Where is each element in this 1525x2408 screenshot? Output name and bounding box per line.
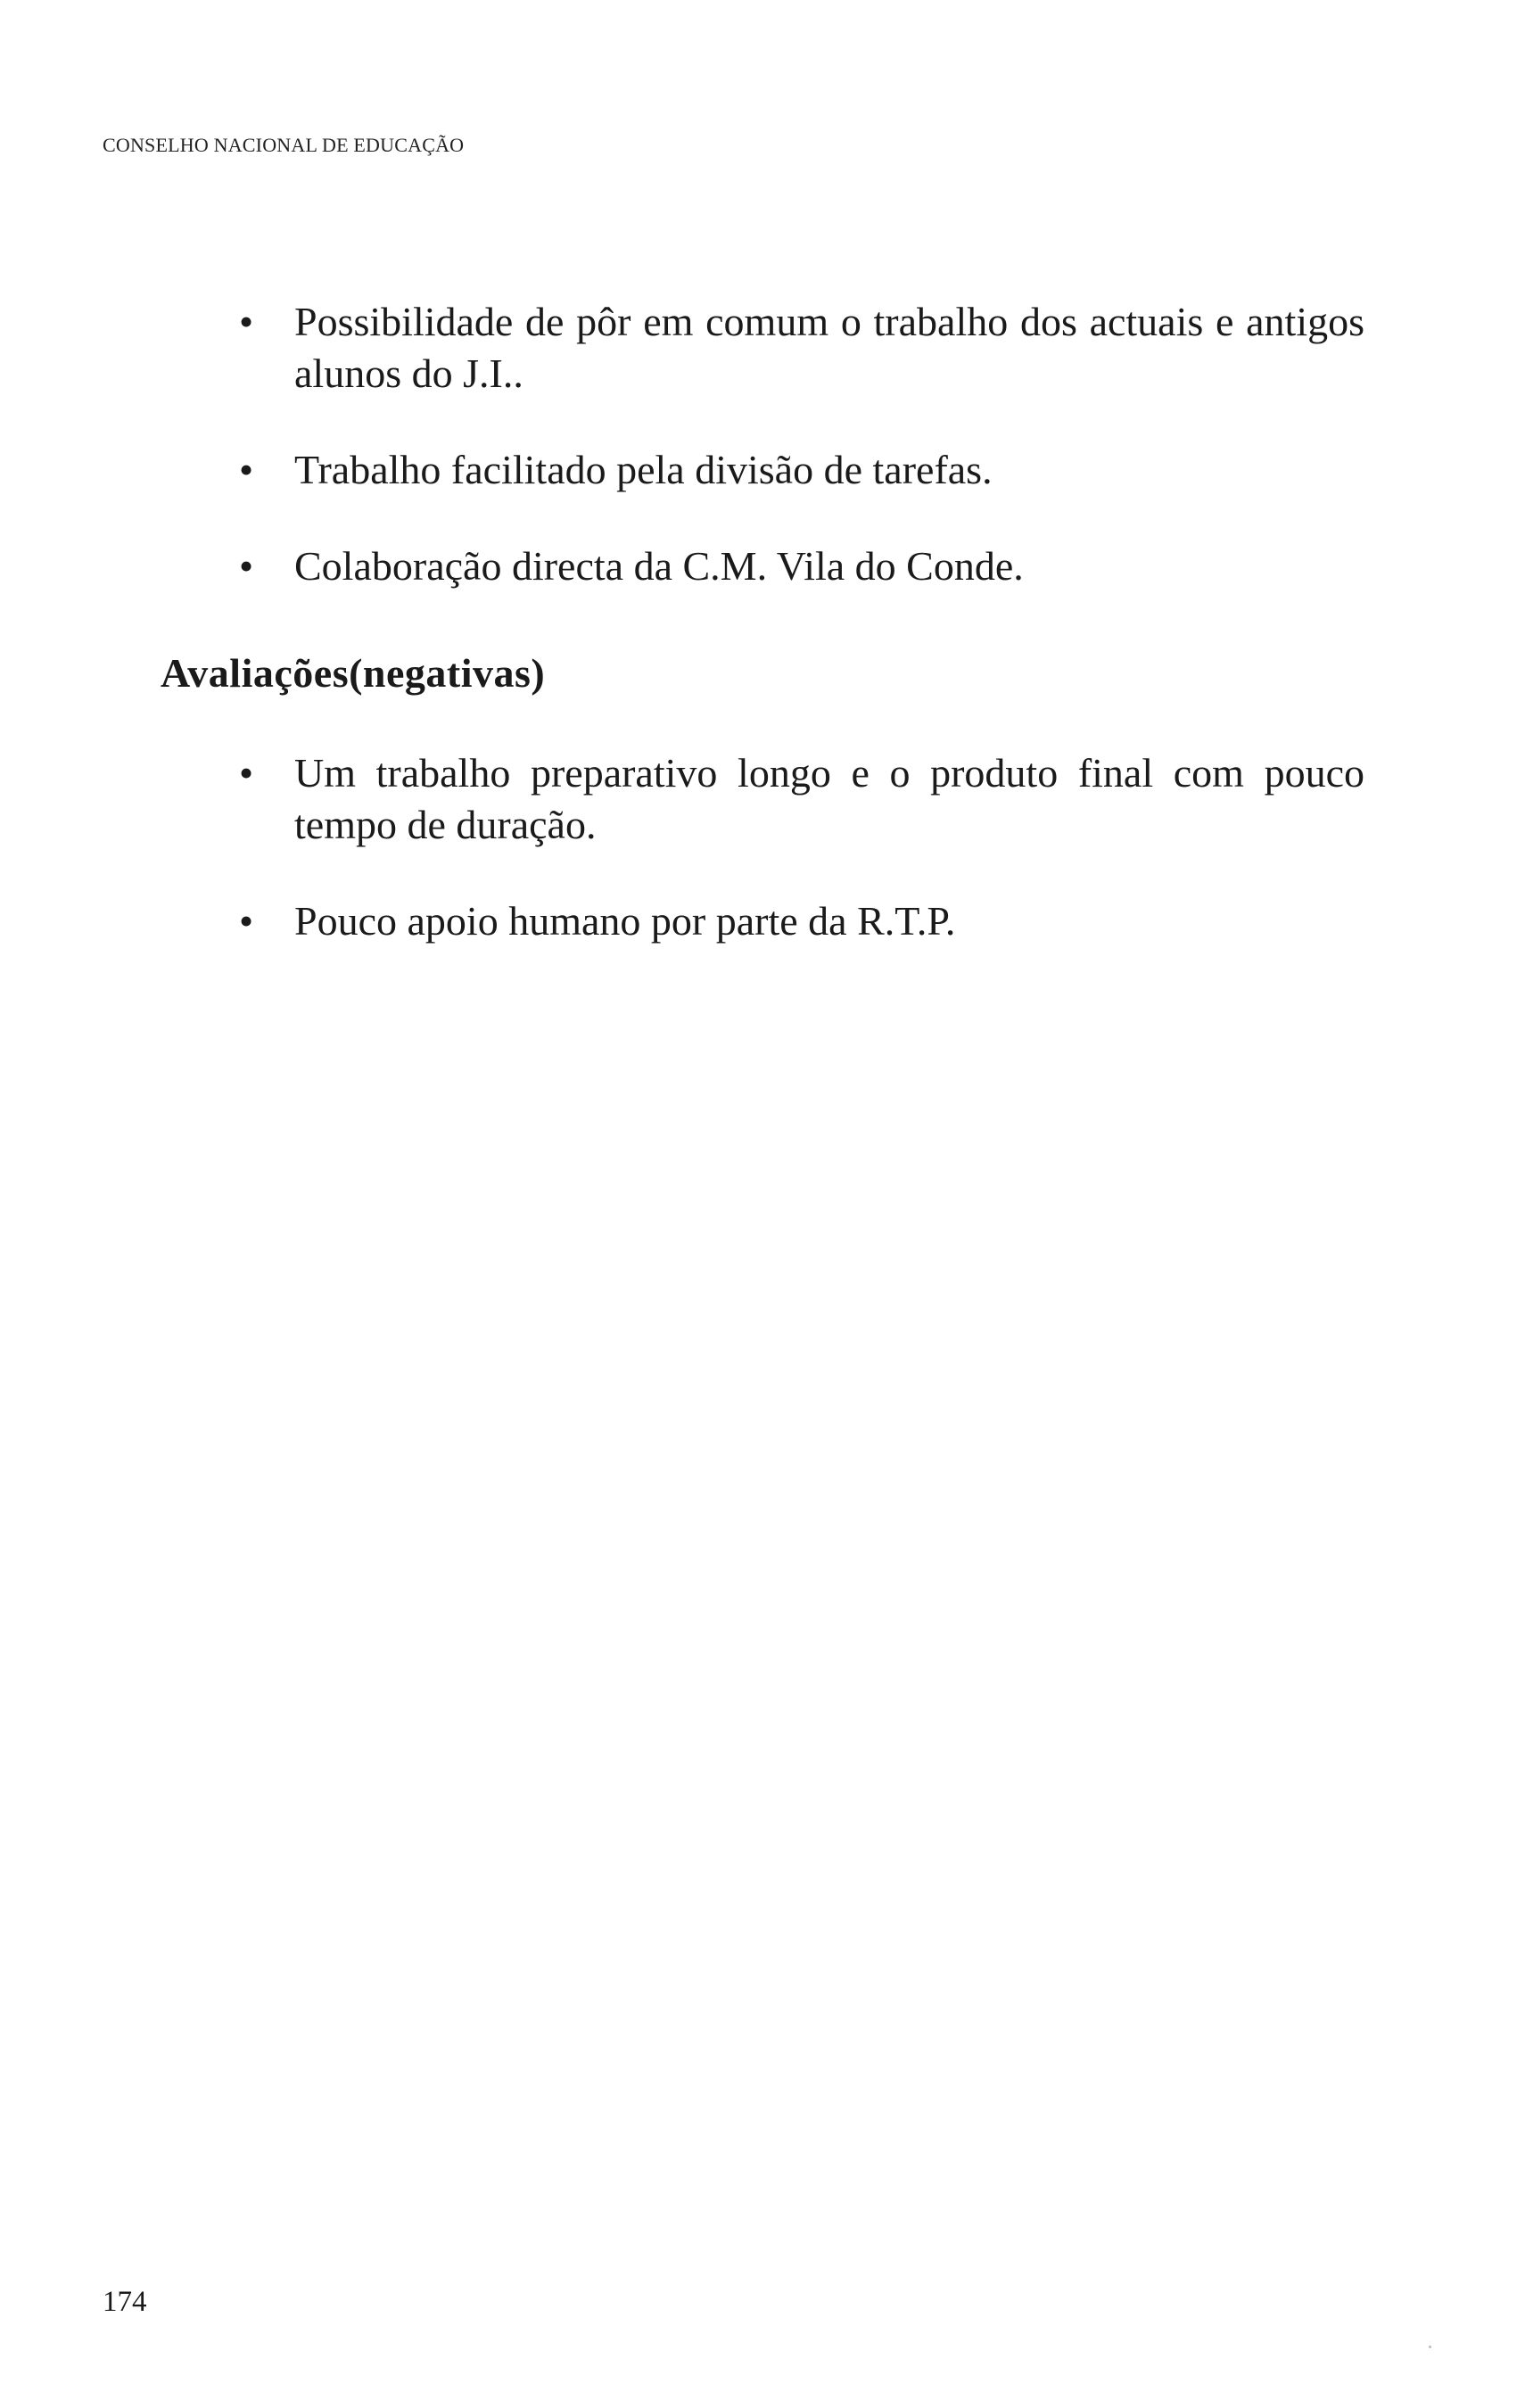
positive-evaluations-list (0, 296, 1525, 592)
list-item (0, 540, 1364, 592)
page-number: 174 (103, 2286, 147, 2318)
list-item (0, 296, 1364, 400)
section-heading: Avaliações(negativas) (161, 650, 546, 696)
running-header: CONSELHO NACIONAL DE EDUCAÇÃO (103, 134, 465, 156)
list-item-text: Colaboração directa da C.M. Vila do Conde. (294, 543, 1024, 589)
bullet-icon: • (239, 299, 254, 344)
negative-evaluations-list (0, 747, 1525, 947)
list-item-text: Um trabalho preparativo longo e o produto final com pouco tempo de duração. (294, 750, 1364, 847)
list-item (0, 747, 1364, 851)
list-item-text: Pouco apoio humano por parte da R.T.P. (294, 898, 956, 944)
bullet-icon: • (239, 543, 254, 589)
list-item-text: Trabalho facilitado pela divisão de tarefas. (294, 447, 993, 492)
bullet-icon: • (239, 447, 254, 492)
list-item (0, 444, 1364, 496)
bullet-icon: • (239, 750, 254, 796)
list-item-text: Possibilidade de pôr em comum o trabalho dos actuais e antigos alunos do J.I.. (294, 299, 1364, 396)
list-item (0, 895, 1364, 947)
bullet-icon: • (239, 898, 254, 944)
scan-speck (1429, 2346, 1431, 2348)
